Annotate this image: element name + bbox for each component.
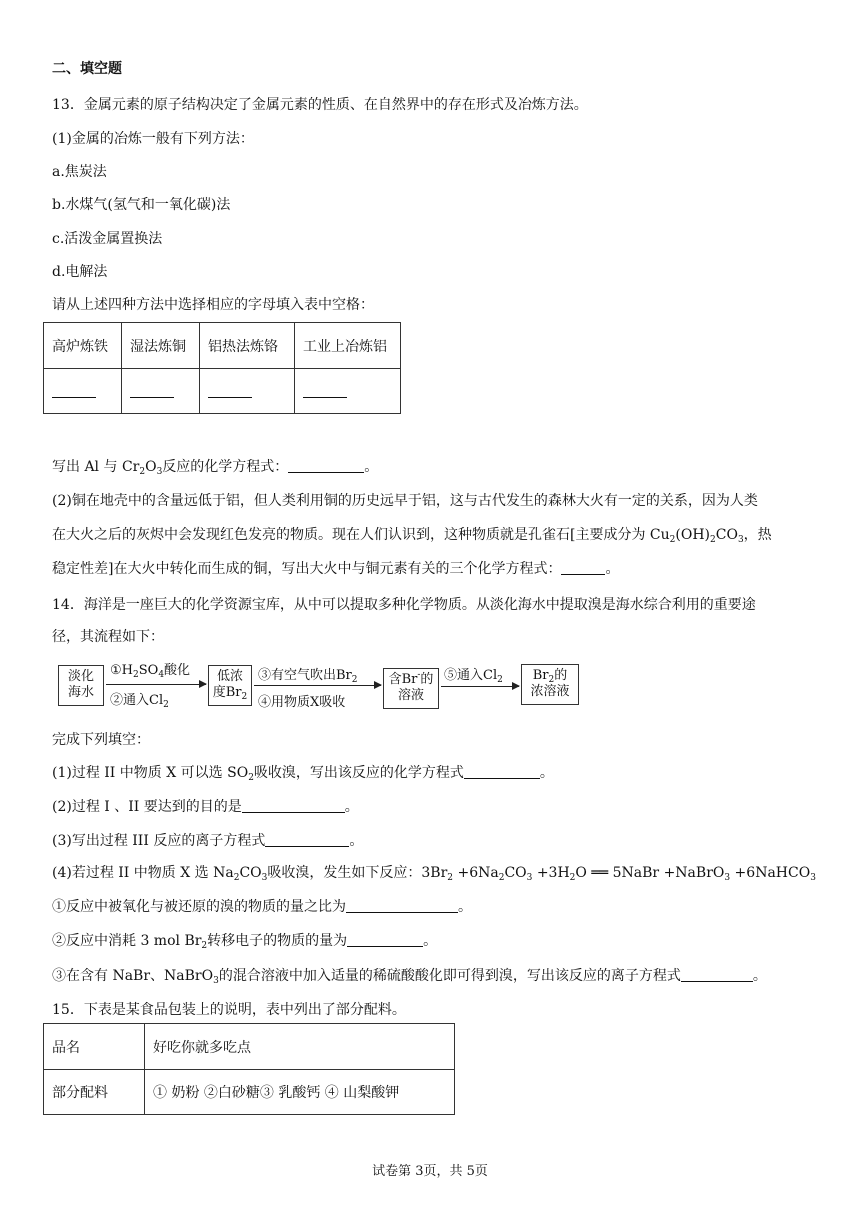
q14-stem-line2: 径，其流程如下：	[52, 629, 164, 645]
answer-blank[interactable]	[346, 898, 458, 913]
answer-blank[interactable]	[288, 458, 364, 473]
answer-blank[interactable]	[242, 798, 345, 813]
option-d: d.电解法	[52, 264, 108, 280]
q14-item1: ①反应中被氧化与被还原的溴的物质的量之比为 。	[52, 899, 472, 915]
answer-blank-cell[interactable]	[44, 369, 122, 414]
flow-box-low-br2: 低浓 度$Br_2$	[208, 665, 252, 706]
table-cell-label: 品名	[44, 1024, 145, 1070]
flow-box-br-solution: 含Br-的 溶液	[383, 668, 439, 709]
answer-blank-cell[interactable]	[200, 369, 295, 414]
flow-arrow	[441, 686, 519, 687]
flow-arrow	[106, 684, 206, 685]
option-c: c.活泼金属置换法	[52, 231, 163, 247]
table-header: 高炉炼铁	[44, 323, 122, 369]
answer-blank[interactable]	[347, 932, 423, 947]
table-header: 湿法炼铜	[122, 323, 200, 369]
flow-box-concentrated: $Br_2$的 浓溶液	[521, 664, 579, 705]
answer-blank[interactable]	[464, 764, 540, 779]
answer-blank-cell[interactable]	[295, 369, 401, 414]
q14-fill-intro: 完成下列填空：	[52, 732, 150, 748]
section-title: 二、填空题	[52, 61, 122, 77]
q14-item2: ②反应中消耗 3 mol $Br_2$转移电子的物质的量为 。	[52, 933, 438, 951]
q14-sub4: (4)若过程 II 中物质 X 选 $Na_2CO_3$吸收溴，发生如下反应：$3Br_2 +6Na_2CO_3 +3H_2O$ ══ 5NaBr +NaBrO$_3$ +6NaHCO$_3$	[52, 865, 816, 883]
table-cell-label: 部分配料	[44, 1070, 145, 1115]
q13-part2-line2: 在大火之后的灰烬中会发现红色发亮的物质。现在人们认识到，这种物质就是孔雀石[主要成分为 $Cu_2(OH)_2CO_3$，热	[52, 527, 772, 545]
smelting-table	[43, 322, 401, 414]
q14-item3: ③在含有 NaBr、NaBrO$_3$的混合溶液中加入适量的稀硫酸酸化即可得到溴，写出该反应的离子方程式 。	[52, 968, 767, 986]
flow-step-3: ③有空气吹出$Br_2$	[258, 668, 358, 685]
q13-equation-line: 写出 Al 与 $Cr_2O_3$反应的化学方程式： 。	[52, 459, 379, 477]
page-footer: 试卷第 3页，共 5页	[372, 1164, 488, 1179]
option-a: a.焦炭法	[52, 164, 107, 180]
food-label-table	[43, 1023, 455, 1115]
answer-blank-cell[interactable]	[122, 369, 200, 414]
q13-part2-line1: (2)铜在地壳中的含量远低于铝，但人类利用铜的历史远早于铝，这与古代发生的森林大火有一定的关系，因为人类	[52, 493, 758, 509]
q14-sub3: (3)写出过程 III 反应的离子方程式 。	[52, 833, 364, 849]
table-header: 铝热法炼铬	[200, 323, 295, 369]
q13-part1: (1)金属的冶炼一般有下列方法：	[52, 131, 254, 147]
q14-stem-line1: 14．海洋是一座巨大的化学资源宝库，从中可以提取多种化学物质。从淡化海水中提取溴是海水综合利用的重要途	[52, 597, 756, 613]
table-cell-value: 好吃你就多吃点	[145, 1024, 455, 1070]
flow-box-seawater: 淡化 海水	[58, 665, 104, 706]
table-cell-value: ① 奶粉 ②白砂糖③ 乳酸钙 ④ 山梨酸钾	[145, 1070, 455, 1115]
flow-step-4: ④用物质X吸收	[258, 695, 346, 710]
answer-blank[interactable]	[561, 560, 605, 575]
q15-stem: 15．下表是某食品包装上的说明，表中列出了部分配料。	[52, 1002, 406, 1018]
q13-stem: 13．金属元素的原子结构决定了金属元素的性质、在自然界中的存在形式及冶炼方法。	[52, 97, 588, 113]
q13-part2-line3: 稳定性差]在大火中转化而生成的铜，写出大火中与铜元素有关的三个化学方程式： 。	[52, 561, 620, 577]
flow-step-2: ②通入$Cl_2$	[110, 693, 169, 710]
q14-sub2: (2)过程 I 、II 要达到的目的是 。	[52, 799, 359, 815]
answer-blank[interactable]	[681, 967, 753, 982]
q14-sub1: (1)过程 II 中物质 X 可以选 $SO_2$吸收溴，写出该反应的化学方程式 。	[52, 765, 554, 783]
table-header: 工业上冶炼铝	[295, 323, 401, 369]
flow-arrow	[254, 685, 381, 686]
option-b: b.水煤气(氢气和一氧化碳)法	[52, 197, 231, 213]
flow-step-5: ⑤通入$Cl_2$	[444, 668, 503, 685]
flow-step-1: $①H_2SO_4$酸化	[110, 663, 191, 680]
q13-instruction: 请从上述四种方法中选择相应的字母填入表中空格：	[52, 297, 374, 313]
answer-blank[interactable]	[265, 832, 349, 847]
